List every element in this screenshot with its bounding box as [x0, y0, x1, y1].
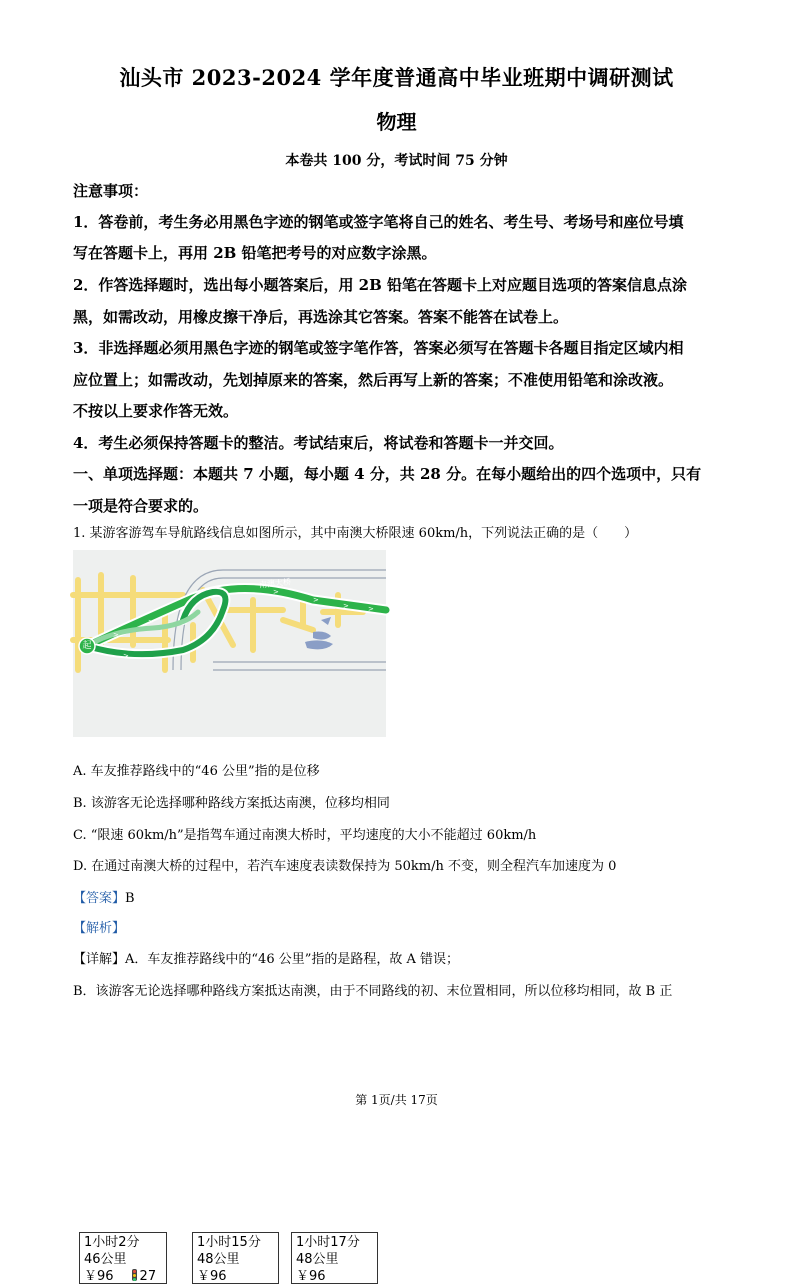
subject-title: 物理 [376, 110, 417, 134]
svg-text:>: > [313, 596, 319, 604]
question-1-stem: 1. 某游客游驾车导航路线信息如图所示，其中南澳大桥限速 60km/h，下列说法正确的是（ ） [73, 526, 638, 541]
note-4: 4．考生必须保持答题卡的整洁。考试结束后，将试卷和答题卡一并交回。 [73, 434, 564, 452]
detail-text-1: A．车友推荐路线中的“46 公里”指的是路程，故 A 错误； [125, 952, 460, 967]
note-2a: 2．作答选择题时，选出每小题答案后，用 2B 铅笔在答题卡上对应题目选项的答案信息点涂 [73, 276, 688, 294]
option-a: A. 车友推荐路线中的“46 公里”指的是位移 [73, 764, 320, 779]
option-b: B. 该游客无论选择哪种路线方案抵达南澳，位移均相同 [73, 796, 390, 811]
note-2b: 黑，如需改动，用橡皮擦干净后，再选涂其它答案。答案不能答在试卷上。 [73, 308, 569, 326]
answer-line [73, 889, 733, 909]
svg-text:>: > [113, 631, 119, 639]
route-time: 1小时2分 [84, 1235, 140, 1250]
svg-text:>: > [368, 605, 374, 613]
route-distance: 48公里 [296, 1252, 339, 1267]
traffic-light-icon [132, 1269, 137, 1281]
route-time: 1小时17分 [296, 1235, 360, 1250]
bridge-label: 南澳大桥 [258, 577, 292, 590]
route-time: 1小时15分 [197, 1235, 261, 1250]
detail-tag: 【详解】 [73, 952, 126, 967]
note-3a: 3．非选择题必须用黑色字迹的钢笔或签字笔作答，答案必须写在答题卡各题目指定区域内相 [73, 339, 684, 357]
exam-title: 汕头市 2023-2024 学年度普通高中毕业班期中调研测试 [119, 65, 674, 90]
route-card-3[interactable] [291, 1232, 378, 1284]
option-c: C. “限速 60km/h”是指驾车通过南澳大桥时，平均速度的大小不能超过 60km/h [73, 828, 537, 843]
notes-heading: 注意事项： [73, 182, 149, 200]
detail-line-2: B．该游客无论选择哪种路线方案抵达南澳，由于不同路线的初、末位置相同，所以位移均相同，故 B 正 [73, 984, 673, 999]
svg-text:>: > [148, 618, 154, 626]
answer-tag: 【答案】 [73, 891, 126, 906]
answer-value: B [125, 891, 135, 906]
note-3b: 应位置上；如需改动，先划掉原来的答案，然后再写上新的答案；不准使用铅笔和涂改液。 [73, 371, 674, 389]
route-price: ￥96 [84, 1269, 114, 1284]
detail-line-1 [73, 950, 733, 970]
note-1a: 1．答卷前，考生务必用黑色字迹的钢笔或签字笔将自己的姓名、考生号、考场号和座位号填 [73, 213, 684, 231]
section-heading-2: 一项是符合要求的。 [73, 497, 209, 515]
page-footer: 第 1页/共 17页 [355, 1093, 438, 1107]
option-d: D. 在通过南澳大桥的过程中，若汽车速度表读数保持为 50km/h 不变，则全程汽车加速度为 0 [73, 859, 617, 874]
traffic-light-count: 27 [139, 1269, 157, 1284]
note-3c: 不按以上要求作答无效。 [73, 402, 239, 420]
route-card-1[interactable] [79, 1232, 167, 1284]
exam-meta: 本卷共 100 分，考试时间 75 分钟 [285, 153, 508, 169]
route-card-2[interactable] [192, 1232, 279, 1284]
note-1b: 写在答题卡上，再用 2B 铅笔把考号的对应数字涂黑。 [73, 244, 437, 262]
map-drawing [73, 550, 386, 737]
svg-text:>: > [273, 588, 279, 596]
svg-text:>: > [123, 652, 129, 660]
section-heading-1: 一、单项选择题：本题共 7 小题，每小题 4 分，共 28 分。在每小题给出的四个选项中，只有 [73, 465, 702, 483]
start-label: 起 [82, 641, 92, 651]
route-distance: 48公里 [197, 1252, 240, 1267]
svg-text:>: > [343, 602, 349, 610]
analysis-tag: 【解析】 [73, 921, 126, 936]
route-price: ￥96 [296, 1269, 326, 1284]
route-price: ￥96 [197, 1269, 227, 1284]
route-distance: 46公里 [84, 1252, 127, 1267]
